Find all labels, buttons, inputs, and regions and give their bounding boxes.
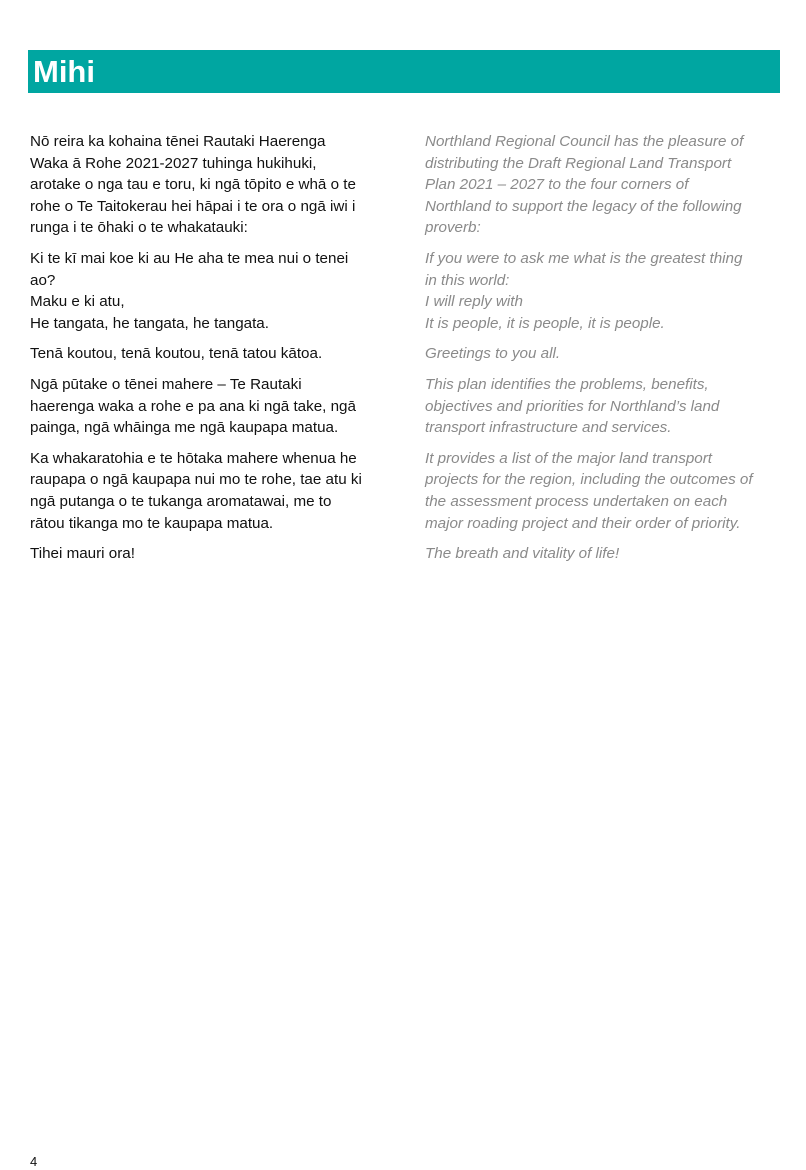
english-p4-line-1: This plan identifies the problems, benefits,	[425, 375, 709, 393]
maori-p5-line-2: raupapa o ngā kaupapa nui mo te rohe, tae atu ki	[30, 471, 362, 489]
english-p1-line-2: distributing the Draft Regional Land Transport	[425, 154, 732, 172]
english-p3-line-1: Greetings to you all.	[425, 345, 561, 363]
english-p2-line-2: in this world:	[425, 271, 510, 289]
maori-p3-line-1: Tenā koutou, tenā koutou, tenā tatou kātoa.	[30, 345, 323, 363]
english-p6-line-1: The breath and vitality of life!	[425, 545, 620, 563]
maori-p1-line-3: arotake o nga tau e toru, ki ngā tōpito e whā o te	[30, 176, 356, 194]
maori-paragraph-5	[30, 448, 398, 534]
english-p1-line-1: Northland Regional Council has the pleasure of	[425, 133, 744, 150]
english-p2-line-1: If you were to ask me what is the greatest thing	[425, 249, 743, 267]
english-p5-line-1: It provides a list of the major land transport	[425, 449, 713, 467]
english-p4-line-3: transport infrastructure and services.	[425, 419, 672, 437]
english-p5-line-3: the assessment process undertaken on each	[425, 492, 728, 510]
maori-p4-line-1: Ngā pūtake o tēnei mahere – Te Rautaki	[30, 375, 302, 393]
maori-p2-line-3: Maku e ki atu,	[30, 293, 125, 311]
english-p1-line-4: Northland to support the legacy of the following	[425, 197, 742, 215]
maori-paragraph-6	[30, 543, 398, 565]
english-p4-line-2: objectives and priorities for Northland’s land	[425, 397, 720, 415]
maori-p5-line-1: Ka whakaratohia e te hōtaka mahere whenua he	[30, 449, 357, 467]
maori-p6-line-1: Tihei mauri ora!	[30, 545, 135, 563]
english-paragraph-3	[425, 343, 790, 365]
maori-p1-line-5: runga i te ōhaki o te whakatauki:	[30, 219, 248, 237]
maori-p5-line-4: rātou tikanga mo te kaupapa matua.	[30, 514, 274, 532]
section-title: Mihi	[33, 54, 95, 89]
section-header-bar	[28, 50, 780, 93]
english-column	[425, 131, 790, 565]
english-p2-line-4: It is people, it is people, it is people.	[425, 314, 665, 332]
maori-p2-line-1: Ki te kī mai koe ki au He aha te mea nui o tenei	[30, 249, 349, 267]
maori-p4-line-3: painga, ngā whāinga me ngā kaupapa matua.	[30, 419, 339, 437]
maori-p1-line-1: Nō reira ka kohaina tēnei Rautaki Haerenga	[30, 133, 326, 150]
english-p5-line-2: projects for the region, including the outcomes of	[425, 471, 753, 489]
maori-column	[30, 131, 398, 565]
english-paragraph-2	[425, 248, 790, 334]
english-paragraph-5	[425, 448, 790, 534]
english-paragraph-4	[425, 374, 790, 439]
maori-p4-line-2: haerenga waka a rohe e pa ana ki ngā take, ngā	[30, 397, 356, 415]
english-p1-line-3: Plan 2021 – 2027 to the four corners of	[425, 176, 689, 194]
maori-p1-line-4: rohe o Te Taitokerau hei hāpai i te ora o ngā iwi i	[30, 197, 356, 215]
english-p2-line-3: I will reply with	[425, 293, 523, 311]
maori-paragraph-1	[30, 131, 398, 239]
maori-paragraph-4	[30, 374, 398, 439]
maori-p2-line-2: ao?	[30, 271, 56, 289]
english-paragraph-6	[425, 543, 790, 565]
maori-paragraph-3	[30, 343, 398, 365]
english-p5-line-4: major roading project and their order of priority.	[425, 514, 741, 532]
english-p1-line-5: proverb:	[425, 219, 481, 237]
page-number: 4	[30, 1154, 38, 1169]
maori-p2-line-4: He tangata, he tangata, he tangata.	[30, 314, 269, 332]
maori-p1-line-2: Waka ā Rohe 2021-2027 tuhinga hukihuki,	[30, 154, 317, 172]
english-paragraph-1	[425, 131, 790, 239]
maori-p5-line-3: ngā putanga o te tukanga aromatawai, me to	[30, 492, 332, 510]
maori-paragraph-2	[30, 248, 398, 334]
